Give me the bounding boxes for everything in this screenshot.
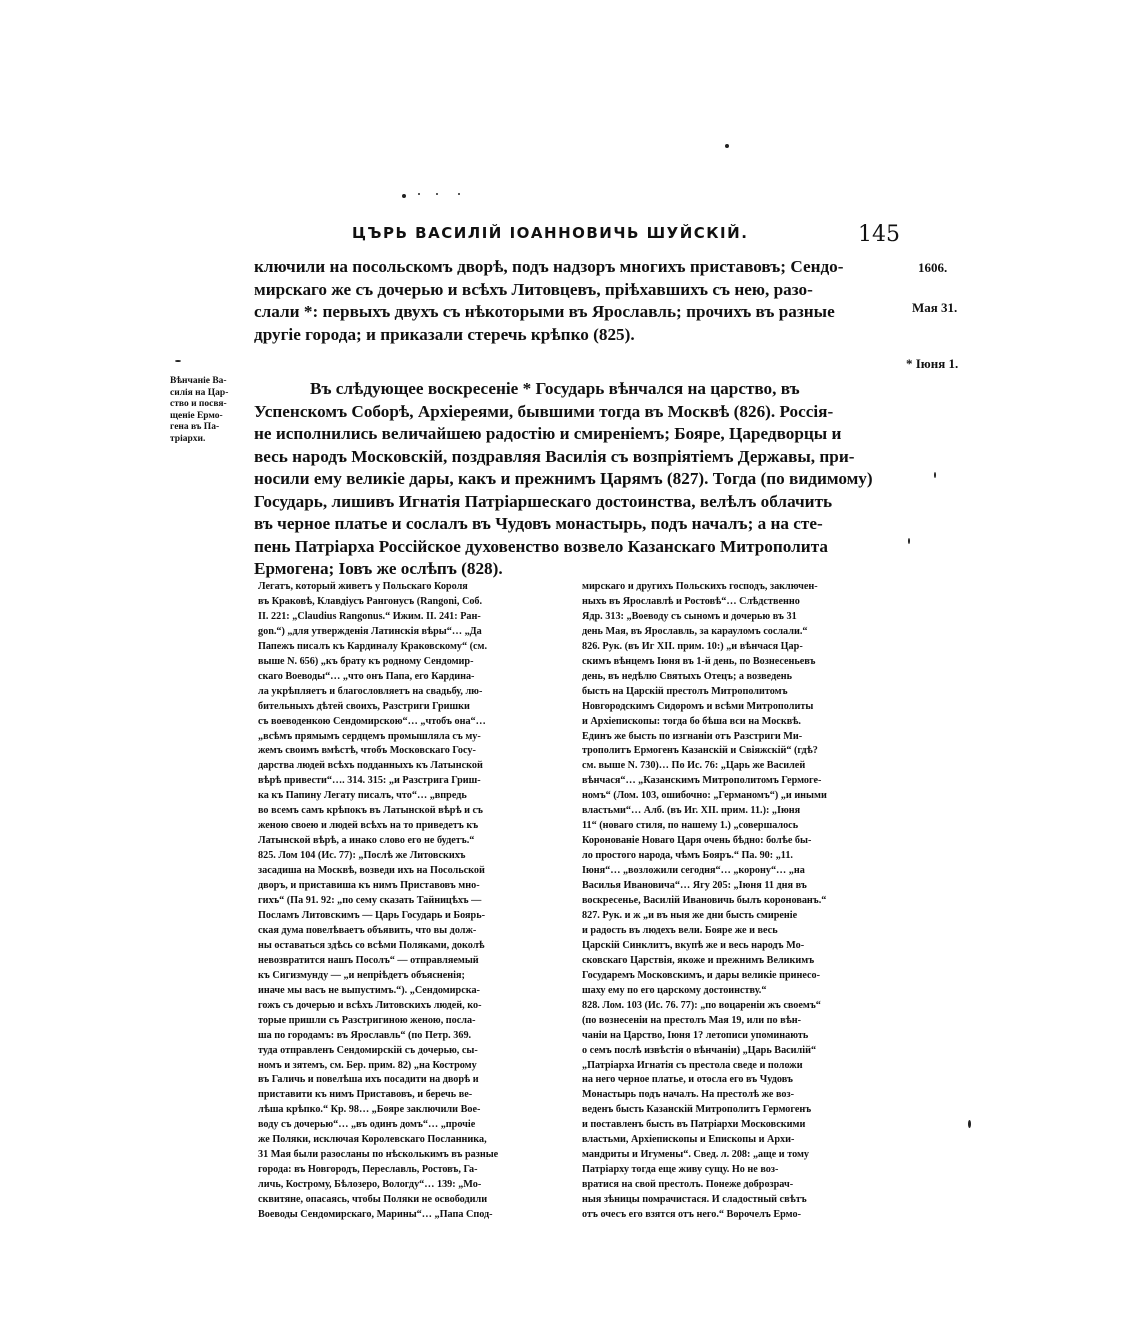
- footnote-line: и Архіепископы: тогда бо бѣша вси на Москвѣ.: [582, 715, 801, 727]
- margin-year: 1606.: [918, 260, 948, 275]
- footnote-line: Посламъ Литовскимъ — Царь Государь и Боярь-: [258, 909, 485, 921]
- text-line: слали *: первыхъ двухъ съ нѣкоторыми въ Ярославль; прочихъ въ разные: [254, 302, 835, 321]
- footnote-line: и поставленъ бысть въ Патріархи Московскими: [582, 1119, 806, 1131]
- footnote-line: Ядр. 313: „Воеводу съ сыномъ и дочерью въ 31: [582, 610, 797, 622]
- side-note-line: щеніе Ермо-: [170, 410, 223, 421]
- footnote-line: ка къ Папину Легату писалъ, что“… „впредь: [258, 790, 467, 802]
- text-line: Государь, лишивъ Игнатія Патріаршескаго достоинства, велѣлъ облачить: [254, 491, 833, 511]
- footnote-line: Папежъ писалъ къ Кардиналу Краковскому“ (см.: [258, 640, 488, 652]
- footnote-line: къ Сигизмунду — „и непріѣдетъ объясненія;: [258, 969, 465, 981]
- footnote-line: вѣнчася“… „Казанскимъ Митрополитомъ Гермоге-: [582, 775, 822, 787]
- footnote-line: чаніи на Царство, Іюня 1? летописи упоминають: [582, 1029, 809, 1041]
- running-header: ЦЪРЬ ВАСИЛІЙ ІОАННОВИЧЬ ШУЙСКІЙ.: [352, 224, 749, 242]
- footnote-line: ла укрѣпляетъ и благословляетъ на свадьбу, лю-: [258, 685, 483, 697]
- footnote-line: на него черное платье, и отосла его въ Чудовъ: [582, 1074, 793, 1086]
- footnote-line: Новгородскимъ Сидоромъ и всѣми Митрополиты: [582, 700, 814, 712]
- paragraph-2: [254, 378, 894, 581]
- footnote-line: II. 221: „Claudius Rangonus.“ Ижим. II. 241: Ран-: [258, 610, 481, 622]
- footnote-line: Легатъ, который живетъ у Польскаго Короля: [258, 581, 468, 592]
- footnote-line: торые пришли съ Разстригиною женою, посла-: [258, 1014, 476, 1026]
- footnote-line: вратися на свой престолъ. Понеже доброзрач-: [582, 1179, 794, 1191]
- footnote-line: бысть на Царскій престолъ Митрополитомъ: [582, 685, 788, 697]
- footnote-line: во всемъ самъ крѣпокъ въ Латынской вѣрѣ и съ: [258, 805, 483, 817]
- footnote-line: въ Краковѣ, Клавдіусъ Рангонусъ (Rangoni, Соб.: [258, 595, 483, 607]
- footnote-line: номъ и зятемъ, см. Бер. прим. 82) „на Кострому: [258, 1059, 477, 1071]
- footnote-line: ша по городамъ: въ Ярославль“ (по Петр. 369.: [258, 1029, 472, 1041]
- footnote-line: номъ“ (Лом. 103, ошибочно: „Германомъ“) „и иными: [582, 790, 827, 802]
- text-line: весь народъ Московскій, поздравляя Василія съ возпріятіемъ Державы, при-: [254, 446, 855, 466]
- footnote-line: Іюня“… „возложили сегодня“… „корону“… „на: [582, 865, 805, 877]
- footnote-line: Патріарху тогда еще живу сущу. Но не воз-: [582, 1164, 779, 1176]
- footnote-line: (по вознесеніи на престолъ Мая 19, или по вѣн-: [582, 1014, 802, 1026]
- footnote-line: 827. Рук. и ж „и въ ныя же дни бысть смиреніе: [582, 909, 798, 921]
- footnote-line: же Поляки, исключая Королевскаго Посланника,: [258, 1134, 487, 1146]
- footnote-line: 825. Лом 104 (Ис. 77): „Послѣ же Литовскихъ: [258, 850, 466, 862]
- footnote-line: бительныхъ дѣтей своихъ, Разстриги Гришки: [258, 700, 470, 712]
- footnote-line: властьми“… Алб. (въ Иг. XII. прим. 11.): „Іюня: [582, 805, 801, 817]
- footnote-line: приставити къ нимъ Приставовъ, и беречь ве-: [258, 1089, 473, 1101]
- footnote-line: см. выше N. 730)… По Ис. 76: „Царь же Василей: [582, 760, 806, 772]
- footnote-line: Василья Ивановича“… Ягу 205: „Іюня 11 дня въ: [582, 880, 807, 892]
- footnotes-right-column: [582, 580, 894, 1223]
- footnote-line: Единъ же бысть по изгнаніи отъ Разстриги Ми-: [582, 730, 803, 742]
- footnote-line: ныя зѣницы помрачистася. И сладостный свѣтъ: [582, 1194, 807, 1206]
- footnote-line: города: въ Новгородъ, Переславль, Ростовъ, Га-: [258, 1164, 478, 1176]
- footnote-line: туда отправленъ Сендомирскій съ дочерью, сы-: [258, 1044, 478, 1056]
- text-line: носили ему великіе дары, какъ и прежнимъ Царямъ (827). Тогда (по видимому): [254, 469, 873, 488]
- side-note-line: Вѣнчаніе Ва-: [170, 376, 227, 386]
- footnote-line: Коронованіе Новаго Царя очень бѣдно: болѣе бы-: [582, 835, 812, 847]
- footnote-line: Латынской вѣрѣ, а инако слово его не будетъ.“: [258, 835, 475, 847]
- text-line: ключили на посольскомъ дворѣ, подъ надзоръ многихъ приставовъ; Сендо-: [254, 257, 844, 276]
- footnote-line: вѣрѣ привести“…. 314. 315: „и Разстрига Гриш-: [258, 775, 481, 787]
- paragraph-1: [254, 256, 894, 346]
- footnote-line: воду съ дочерью“… „въ одинъ домъ“… „прочіе: [258, 1119, 476, 1131]
- side-note-line: гена въ Па-: [170, 422, 220, 432]
- footnote-line: ныхъ въ Ярославлѣ и Ростовѣ“… Слѣдственно: [582, 595, 800, 607]
- footnote-line: въ Галичь и повелѣша ихъ посадити на дворѣ и: [258, 1074, 479, 1086]
- text-line: Ермогена; Іовъ же ослѣпъ (828).: [254, 559, 503, 578]
- footnote-line: воскресенье, Василій Ивановичь былъ коронованъ.“: [582, 895, 827, 907]
- footnote-line: женою своею и людей всѣхъ на то приведетъ къ: [258, 820, 479, 832]
- footnote-line: засадиша на Москвѣ, возведи ихъ на Посольской: [258, 865, 485, 877]
- footnote-line: о семъ послѣ извѣстія о вѣнчаніи) „Царь Василій“: [582, 1044, 817, 1056]
- footnote-line: „всѣмъ прямымъ сердцемъ промышляла съ му-: [258, 730, 481, 742]
- footnote-line: дарства людей всѣхъ подданныхъ къ Латынской: [258, 760, 483, 772]
- footnote-line: иначе мы васъ не выпустимъ.“). „Сендомирска-: [258, 984, 480, 996]
- text-line: въ черное платье и сослалъ въ Чудовъ монастырь, подъ началъ; а на сте-: [254, 514, 823, 533]
- footnote-line: и радость въ людехъ вели. Бояре же и весь: [582, 924, 778, 936]
- footnote-line: властьми, Архіепископы и Епископы и Архи-: [582, 1134, 795, 1146]
- margin-date-june: * Іюня 1.: [906, 356, 959, 371]
- text-line: не исполнились величайшею радостію и смиреніемъ; Бояре, Царедворцы и: [254, 424, 842, 443]
- text-line: пень Патріарха Россійское духовенство возвело Казанскаго Митрополита: [254, 536, 828, 556]
- footnote-line: ская дума повелѣваетъ объявить, что вы долж-: [258, 924, 477, 936]
- footnote-line: скаго Воеводы“… „что онъ Папа, его Кардина-: [258, 670, 475, 682]
- footnote-line: гожъ съ дочерью и всѣхъ Литовскихъ людей, ко-: [258, 999, 482, 1011]
- footnote-line: gon.“) „для утвержденія Латинскія вѣры“… „Да: [258, 625, 482, 637]
- side-note-line: тріархи.: [170, 433, 206, 444]
- footnote-line: трополитъ Ермогенъ Казанскій и Свіяжскій“ (гдѣ?: [582, 745, 818, 757]
- footnote-line: съ воеводенкою Сендомирскою“… „чтобъ она“…: [258, 715, 486, 727]
- side-note-line: силія на Цар-: [170, 387, 229, 398]
- footnote-line: „Патріарха Игнатія съ престола сведе и положи: [582, 1059, 803, 1071]
- footnote-line: Монастырь подъ началъ. На престолѣ же воз-: [582, 1089, 794, 1101]
- footnote-line: жемъ своимъ вмѣстѣ, чтобъ Московскаго Госу-: [258, 745, 476, 757]
- text-line: другіе города; и приказали стеречь крѣпко (825).: [254, 324, 635, 344]
- footnote-line: сквитяне, опасаясь, чтобы Поляки не освободили: [258, 1194, 488, 1206]
- footnote-line: лѣша крѣпко.“ Кр. 98… „Бояре заключили Вое-: [258, 1104, 481, 1116]
- footnote-line: Царскій Синклитъ, вкупѣ же и весь народъ Мо-: [582, 939, 805, 951]
- footnote-line: день Мая, въ Ярославль, за карауломъ сослали.“: [582, 625, 808, 637]
- footnote-line: 828. Лом. 103 (Ис. 76. 77): „по воцареніи жъ своемъ“: [582, 999, 821, 1011]
- footnote-line: шаху ему по его царскому достоинству.“: [582, 984, 767, 996]
- footnote-line: 31 Мая были разосланы по нѣсколькимъ въ разные: [258, 1149, 499, 1161]
- footnote-line: гихъ“ (Па 91. 92: „по сему сказать Тайницѣхъ —: [258, 895, 482, 907]
- text-line: мирскаго же съ дочерью и всѣхъ Литовцевъ, пріѣхавшихъ съ нею, разо-: [254, 279, 813, 299]
- footnote-line: ло простого народа, чѣмъ Бояръ.“ Па. 90: „11.: [582, 850, 793, 862]
- footnote-line: веденъ бысть Казанскій Митрополитъ Гермогенъ: [582, 1104, 812, 1116]
- page-number: 145: [858, 222, 900, 247]
- footnotes-left-column: [258, 580, 570, 1223]
- footnote-line: 826. Рук. (въ Иг XII. прим. 10:) „и вѣнчася Цар-: [582, 640, 803, 652]
- footnote-line: мандриты и Игумены“. Свед. л. 208: „аще и тому: [582, 1149, 810, 1161]
- footnote-line: ны оставаться здѣсь со всѣми Поляками, доколѣ: [258, 939, 485, 951]
- footnote-line: выше N. 656) „къ брату къ родному Сендомир-: [258, 655, 474, 667]
- footnote-line: сковскаго Царствія, якоже и прежнимъ Великимъ: [582, 954, 815, 966]
- footnote-line: скимъ вѣнцемъ Іюня въ 1-й день, по Вознесеньевъ: [582, 655, 816, 667]
- footnote-line: Государемъ Московскимъ, и дары великіе принесо-: [582, 969, 821, 981]
- footnote-line: личь, Кострому, Бѣлозеро, Вологду“… 139: „Мо-: [258, 1179, 482, 1191]
- footnote-line: невозвратится нашъ Посолъ“ — отправляемый: [258, 954, 479, 966]
- side-note-line: ство и посвя-: [170, 399, 227, 409]
- footnote-line: мирскаго и другихъ Польскихъ господъ, заключен-: [582, 581, 818, 592]
- text-line: Въ слѣдующее воскресеніе * Государь вѣнчался на царство, въ: [310, 379, 800, 398]
- footnote-line: день, въ недѣлю Святыхъ Отецъ; а возведень: [582, 670, 792, 682]
- footnote-line: дворъ, и приставиша къ нимъ Приставовъ мно-: [258, 880, 480, 892]
- text-line: Успенскомъ Соборѣ, Архіереями, бывшими тогда въ Москвѣ (826). Россія-: [254, 401, 834, 421]
- footnote-line: 11“ (новаго стиля, по нашему 1.) „совершалось: [582, 820, 799, 832]
- side-note: [170, 376, 250, 445]
- footnote-line: отъ очесъ его взятся отъ него.“ Ворочелъ Ермо-: [582, 1209, 801, 1221]
- margin-date-may: Мая 31.: [912, 300, 958, 315]
- footnote-line: Воеводы Сендомирскаго, Марины“… „Папа Спод-: [258, 1209, 493, 1221]
